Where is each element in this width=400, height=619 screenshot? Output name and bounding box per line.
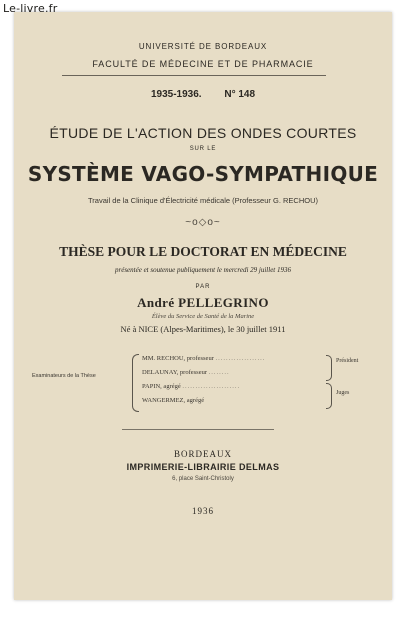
author-birth: Né à NICE (Alpes-Maritimes), le 30 juillet 1911	[120, 324, 286, 334]
examiner-row	[142, 394, 322, 408]
president-brace	[326, 355, 332, 381]
thesis-cover-page	[14, 12, 392, 600]
leader-dots: ......................	[182, 383, 241, 390]
ornament-divider-icon: ~o◇o~	[185, 217, 221, 228]
examiners-label: Examinateurs de la Thèse	[32, 373, 96, 379]
examiner-name: PAPIN, agrégé	[142, 383, 181, 390]
watermark-text: Le-livre.fr	[3, 2, 58, 15]
examiner-name: MM. RECHOU, professeur	[142, 355, 214, 362]
publication-year: 1936	[192, 506, 214, 516]
examiners-list	[142, 352, 322, 408]
work-note: Travail de la Clinique d'Électricité médicale (Professeur G. RECHOU)	[88, 196, 318, 205]
role-judges: Juges	[336, 390, 350, 396]
author-name: André PELLEGRINO	[137, 295, 269, 310]
examiner-row	[142, 380, 322, 394]
title-connector: SUR LE	[189, 146, 217, 152]
title-line-2: SYSTÈME VAGO-SYMPATHIQUE	[27, 162, 379, 186]
presentation-date: présentée et soutenue publiquement le mercredi 29 juillet 1936	[115, 266, 291, 274]
thesis-heading: THÈSE POUR LE DOCTORAT EN MÉDECINE	[59, 244, 347, 259]
examiner-row	[142, 352, 322, 366]
left-brace	[132, 354, 139, 412]
thesis-number: N° 148	[224, 89, 256, 100]
role-president: Président	[336, 358, 359, 364]
top-rule-divider	[62, 75, 326, 76]
examiner-name: WANGERMEZ, agrégé	[142, 397, 205, 404]
middle-rule-divider	[122, 429, 274, 430]
faculty-name: FACULTÉ DE MÉDECINE ET DE PHARMACIE	[92, 59, 314, 69]
academic-year: 1935-1936.	[150, 89, 202, 100]
examiner-name: DELAUNAY, professeur	[142, 369, 207, 376]
title-line-1: ÉTUDE DE L'ACTION DES ONDES COURTES	[49, 125, 357, 141]
publisher-address: 6, place Saint-Christoly	[172, 476, 234, 482]
judges-brace	[326, 383, 332, 409]
publisher-city: BORDEAUX	[173, 449, 232, 459]
year-and-number	[14, 89, 392, 100]
publisher-name: IMPRIMERIE-LIBRAIRIE DELMAS	[126, 462, 280, 472]
leader-dots: ...................	[215, 355, 266, 362]
by-label: PAR	[195, 284, 211, 290]
university-name: UNIVERSITÉ DE BORDEAUX	[138, 42, 268, 51]
examiner-row	[142, 366, 322, 380]
leader-dots: ........	[208, 369, 230, 376]
author-note: Élève du Service de Santé de la Marine	[151, 313, 255, 320]
